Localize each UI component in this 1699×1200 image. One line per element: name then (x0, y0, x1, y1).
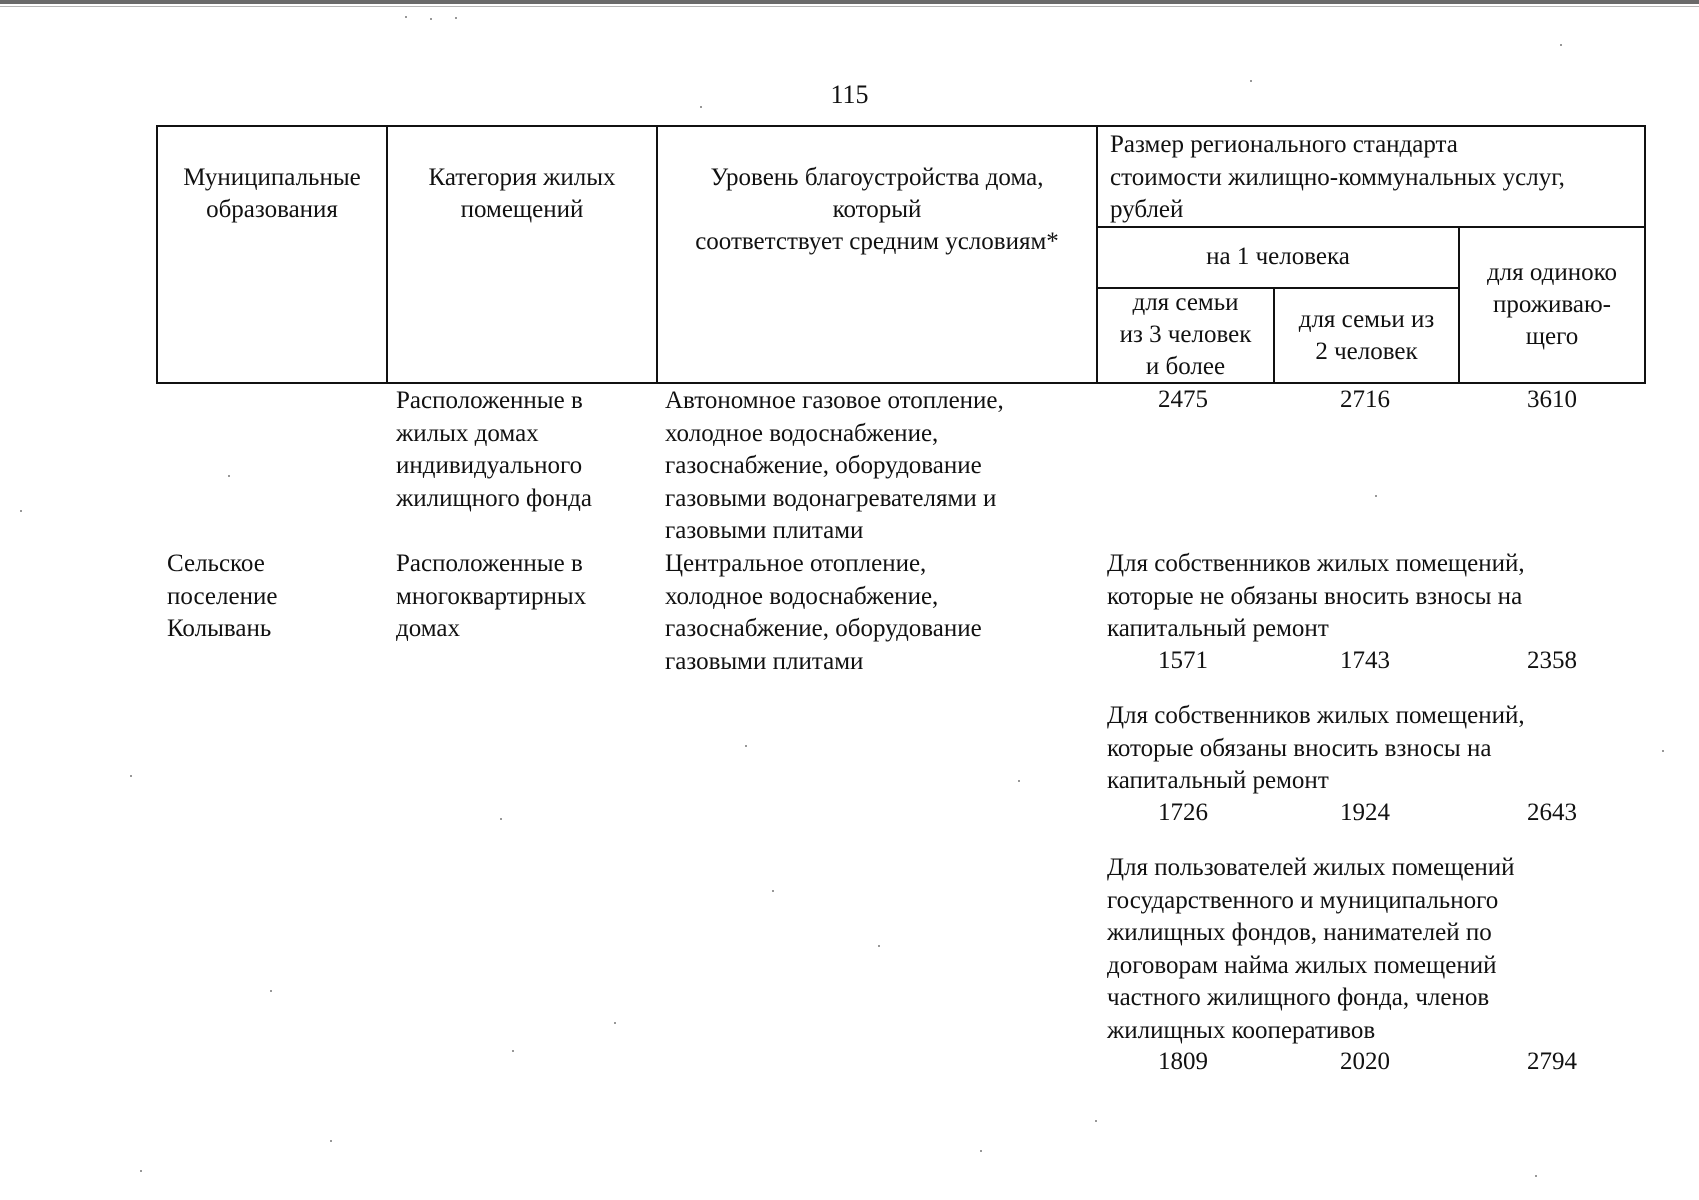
row1-value-family2: 2716 (1340, 386, 1390, 413)
row1-category-line: индивидуального (396, 452, 583, 479)
header-level (658, 162, 1096, 258)
row1-category-line: Расположенные в (396, 387, 583, 414)
scan-speck (1375, 495, 1377, 497)
row1-category (396, 385, 592, 515)
row1-level-line: газовыми водонагревателями и (665, 484, 997, 512)
scan-top-edge (0, 0, 1699, 4)
scan-speck (228, 475, 230, 477)
page-number: 115 (830, 80, 869, 109)
group3-text-line: Для пользователей жилых помещений (1107, 854, 1515, 881)
header-standard-line: стоимости жилищно-коммунальных услуг, (1110, 163, 1565, 191)
row2-category-line: Расположенные в (396, 550, 583, 577)
scan-speck (455, 17, 457, 19)
group3-value-family3: 1809 (1158, 1048, 1208, 1075)
row2-municipality-line: Колывань (167, 615, 272, 642)
header-single (1460, 257, 1644, 353)
group2-value-family3: 1726 (1158, 799, 1208, 826)
group3-value-single: 2794 (1527, 1048, 1577, 1075)
header-category-line: помещений (460, 196, 584, 223)
group3-text-line: частного жилищного фонда, членов (1107, 984, 1490, 1011)
scan-speck (1250, 80, 1252, 82)
group3-text-line: договорам найма жилых помещений (1107, 951, 1497, 979)
row2-category-line: многоквартирных (396, 582, 587, 610)
scan-speck (980, 1150, 982, 1152)
group1-value-single: 2358 (1527, 647, 1577, 674)
group3-text (1107, 852, 1515, 1047)
header-family3 (1098, 287, 1273, 383)
row2-category (396, 548, 586, 646)
header-single-line: щего (1525, 323, 1579, 350)
group2-text-line: которые обязаны вносить взносы на (1107, 734, 1492, 762)
row2-municipality (167, 548, 277, 646)
header-standard-line: рублей (1110, 196, 1184, 223)
row1-category-line: жилых домах (396, 419, 539, 447)
group3-text-line: жилищных кооперативов (1107, 1016, 1376, 1044)
header-category (388, 162, 656, 226)
scan-speck (500, 818, 502, 820)
scan-speck (512, 1050, 514, 1052)
row2-level-line: холодное водоснабжение, (665, 582, 939, 610)
row2-municipality-line: Сельское (167, 550, 265, 577)
header-family2-line: для семьи из (1298, 306, 1435, 333)
group2-text (1107, 700, 1525, 798)
row1-category-line: жилищного фонда (396, 484, 592, 512)
scan-speck (130, 775, 132, 777)
header-municipality-line: Муниципальные (183, 164, 361, 191)
scan-speck (270, 990, 272, 992)
header-family2-line: 2 человек (1315, 338, 1418, 365)
scan-speck (405, 16, 407, 18)
header-level-line: который (832, 196, 922, 223)
scan-speck (772, 890, 774, 892)
group2-text-line: капитальный ремонт (1107, 767, 1329, 794)
header-standard (1110, 129, 1640, 227)
scan-speck (140, 1170, 142, 1172)
group3-text-line: государственного и муниципального (1107, 886, 1499, 914)
group1-text-line: Для собственников жилых помещений, (1107, 550, 1525, 577)
row1-value-single: 3610 (1527, 386, 1577, 413)
scan-speck (1535, 1175, 1537, 1177)
header-municipality (158, 162, 386, 226)
row2-category-line: домах (396, 615, 460, 642)
row1-value-family3: 2475 (1158, 386, 1208, 413)
row1-level-line: газоснабжение, оборудование (665, 452, 982, 479)
group3-value-family2: 2020 (1340, 1048, 1390, 1075)
scan-speck (878, 945, 880, 947)
group1-value-family2: 1743 (1340, 647, 1390, 674)
header-per-person: на 1 человека (1206, 243, 1350, 270)
scan-speck (745, 745, 747, 747)
scan-speck (1560, 44, 1562, 46)
group1-text-line: которые не обязаны вносить взносы на (1107, 582, 1523, 610)
group1-value-family3: 1571 (1158, 647, 1208, 674)
group2-text-line: Для собственников жилых помещений, (1107, 702, 1525, 729)
header-family3-line: для семьи (1132, 289, 1239, 316)
scan-speck (700, 106, 702, 108)
row2-level-line: газоснабжение, оборудование (665, 615, 982, 642)
scan-speck (1018, 780, 1020, 782)
header-level-line: соответствует средним условиям* (695, 228, 1059, 255)
row1-level (665, 385, 1004, 548)
group2-value-family2: 1924 (1340, 799, 1390, 826)
header-family3-line: из 3 человек (1119, 321, 1252, 348)
group1-text-line: капитальный ремонт (1107, 615, 1329, 642)
header-municipality-line: образования (206, 196, 338, 223)
header-family3-line: и более (1145, 353, 1226, 380)
scan-speck (330, 1140, 332, 1142)
group1-text (1107, 548, 1525, 646)
group2-value-single: 2643 (1527, 799, 1577, 826)
header-standard-line: Размер регионального стандарта (1110, 131, 1458, 158)
header-single-line: для одиноко (1486, 259, 1618, 286)
row2-municipality-line: поселение (167, 582, 278, 610)
scan-speck (430, 18, 432, 20)
scan-speck (1095, 1120, 1097, 1122)
scan-top-edge-line (0, 6, 1699, 7)
row2-level (665, 548, 982, 678)
row2-level-line: Центральное отопление, (665, 550, 927, 577)
scan-speck (20, 510, 22, 512)
header-table (156, 125, 1646, 384)
row2-level-line: газовыми плитами (665, 647, 864, 675)
header-category-line: Категория жилых (428, 164, 616, 191)
row1-level-line: холодное водоснабжение, (665, 419, 939, 447)
scan-speck (1662, 750, 1664, 752)
row1-level-line: газовыми плитами (665, 517, 864, 544)
scan-speck (614, 1022, 616, 1024)
header-family2 (1275, 304, 1458, 368)
row1-level-line: Автономное газовое отопление, (665, 387, 1004, 414)
header-single-line: проживаю- (1493, 291, 1611, 318)
header-level-line: Уровень благоустройства дома, (710, 164, 1044, 191)
group3-text-line: жилищных фондов, нанимателей по (1107, 919, 1492, 946)
